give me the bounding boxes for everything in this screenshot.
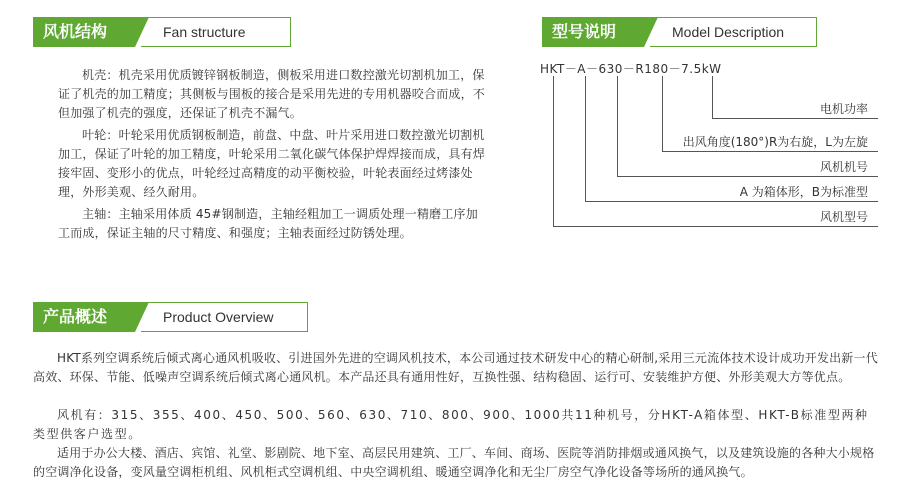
model-line-series-v [553,76,554,226]
model-label-series: 风机型号 [819,210,868,224]
fan-structure-casing-text: 机壳：机壳采用优质镀锌钢板制造，侧板采用进口数控激光切割机加工，保证了机壳的加工精度；其侧板与围板的接合是采用先进的专用机器咬合而成，不但加强了机壳的强度，还保证了机壳不漏气。 [58,68,486,120]
product-overview-header [33,302,308,332]
model-line-power-h [712,118,878,119]
model-line-number-h [617,176,878,177]
fan-structure-title-en: Fan structure [141,17,291,47]
model-description-header [542,17,817,47]
product-overview-intro-text: HKT系列空调系统后倾式离心通风机吸收、引进国外先进的空调风机技术，本公司通过技术研发中心的精心研制,采用三元流体技术设计成功开发出新一代高效、环保、节能、低噪声空调系统后倾式离心通风机。本产品还具有通用性好，互换性强、结构稳固、运行可、安装维护方便、外形美观大方等优点。 [33,351,878,384]
model-line-type-v [585,76,586,201]
fan-structure-title-cn: 风机结构 [33,17,135,47]
model-line-type-h [585,201,878,202]
model-description-title-cn: 型号说明 [542,17,644,47]
model-line-angle-h [662,151,878,152]
model-line-power-v [712,76,713,118]
fan-structure-impeller-text: 叶轮：叶轮采用优质钢板制造，前盘、中盘、叶片采用进口数控激光切割机加工，保证了叶轮的加工精度，叶轮采用二氧化碳气体保护焊焊接而成，具有焊接牢固、变形小的优点，叶轮经过高精度的动平衡校验，叶轮表面经过烤漆处理，外形美观、经久耐用。 [58,128,486,199]
model-label-power: 电机功率 [819,102,868,116]
model-code: HKT－A－630－R180－7.5kW [540,62,722,76]
model-label-angle: 出风角度(180°)R为右旋，L为左旋 [682,135,868,149]
model-description-title-en: Model Description [650,17,817,47]
product-overview-applications-text: 适用于办公大楼、酒店、宾馆、礼堂、影剧院、地下室、高层民用建筑、工厂、车间、商场、医院等消防排烟或通风换气，以及建筑设施的各种大小规格的空调净化设备，变风量空调柜机组、风机柜式空调机组、中央空调机组、暖通空调净化和无尘厂房空气净化设备等场所的通风换气。 [33,446,875,479]
product-overview-models-text: 风机有：315、355、400、450、500、560、630、710、800、900、1000共11种机号，分HKT-A箱体型、HKT-B标准型两种类型供客户选型。 [33,408,869,441]
model-label-number: 风机机号 [819,160,868,174]
fan-structure-shaft-text: 主轴：主轴采用体质 45#钢制造，主轴经粗加工一调质处理一精磨工序加工而成，保证主轴的尺寸精度、和强度；主轴表面经过防锈处理。 [58,207,478,240]
model-line-number-v [617,76,618,176]
product-overview-title-cn: 产品概述 [33,302,135,332]
fan-structure-header [33,17,293,47]
model-line-angle-v [662,76,663,151]
product-overview-title-en: Product Overview [141,302,308,332]
model-line-series-h [553,226,878,227]
model-label-type: A 为箱体形，B为标准型 [739,185,868,199]
